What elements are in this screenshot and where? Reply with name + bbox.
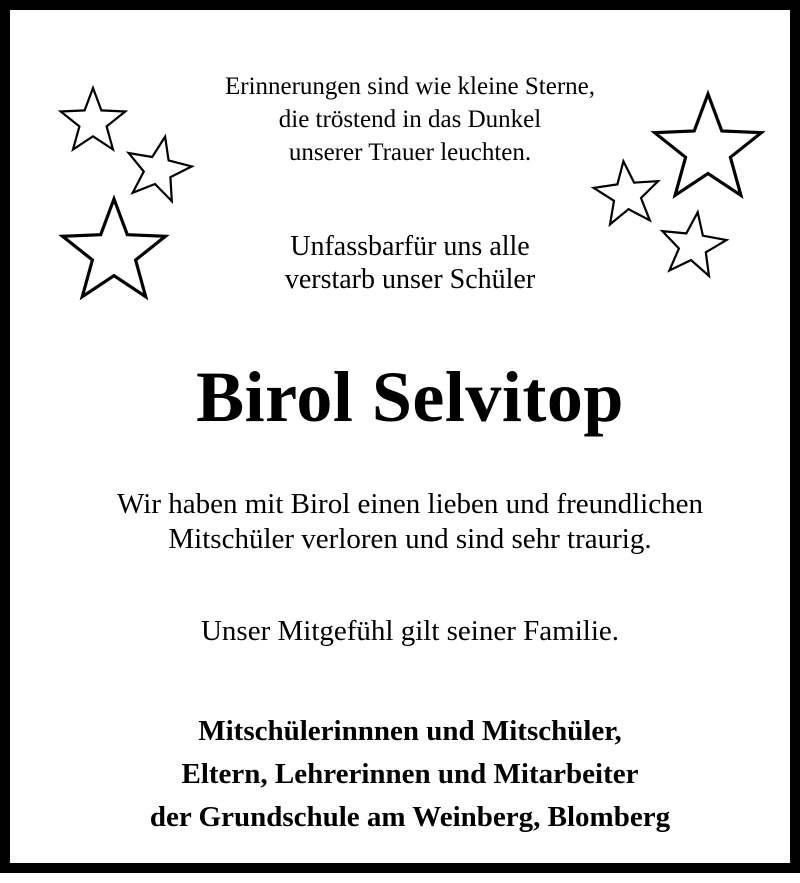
signature-block	[10, 710, 800, 839]
deceased-name: Birol Selvitop	[196, 357, 624, 437]
intro-line: Unfassbarfür uns alle	[290, 231, 530, 262]
signature-line: der Grundschule am Weinberg, Blomberg	[149, 801, 671, 833]
poem-line: die tröstend in das Dunkel	[278, 106, 542, 133]
message-line: Mitschüler verloren und sind sehr traurig.	[168, 523, 652, 555]
poem-line: Erinnerungen sind wie kleine Sterne,	[224, 73, 596, 100]
intro-text	[10, 230, 800, 296]
poem-line: unserer Trauer leuchten.	[288, 139, 532, 166]
message-text	[10, 487, 800, 557]
message-line: Wir haben mit Birol einen lieben und freundlichen	[117, 488, 703, 520]
intro-line: verstarb unser Schüler	[284, 264, 536, 295]
signature-line: Eltern, Lehrerinnen und Mitarbeiter	[181, 758, 639, 790]
signature-line: Mitschülerinnnen und Mitschüler,	[198, 715, 622, 747]
star-outline-icon	[594, 161, 658, 224]
poem-quote	[10, 70, 800, 169]
sympathy-text: Unser Mitgefühl gilt seiner Familie.	[200, 615, 619, 647]
